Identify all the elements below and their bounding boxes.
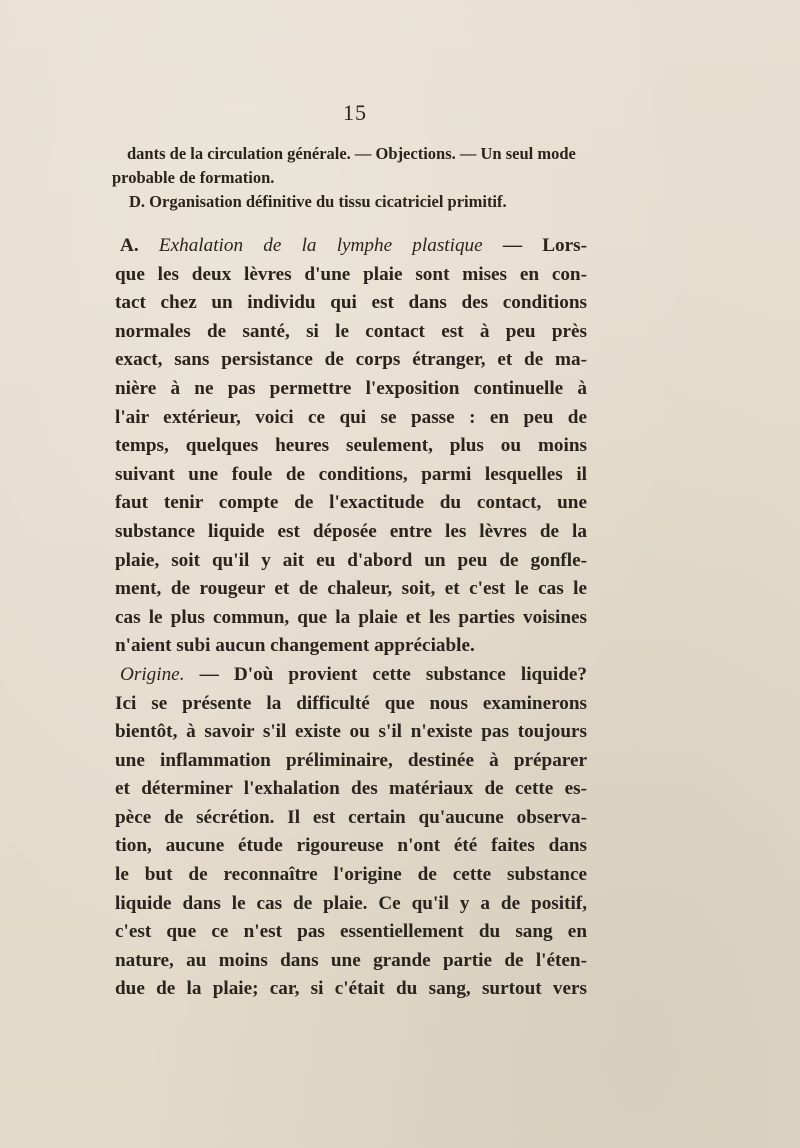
section-heading: Exhalation de la lymphe plastique (158, 235, 483, 256)
toc-line: dants de la circulation générale. — Objections. — Un seul mode (127, 144, 576, 163)
text-line: plaie, soit qu'il y ait eu d'abord un peu de gonfle- (115, 549, 587, 571)
text-line: l'air extérieur, voici ce qui se passe : en peu de (115, 406, 587, 428)
text-line: ment, de rougeur et de chaleur, soit, et c'est le cas le (115, 578, 587, 600)
text-line: temps, quelques heures seulement, plus ou moins (115, 435, 587, 457)
text-line: pèce de sécrétion. Il est certain qu'aucune observa- (115, 806, 587, 828)
body-text (115, 232, 587, 1004)
text-line: c'est que ce n'est pas essentiellement du sang en (115, 921, 587, 943)
text-line: suivant une foule de conditions, parmi lesquelles il (115, 463, 587, 485)
text-line: nature, au moins dans une grande partie de l'éten- (115, 949, 587, 971)
heading-line-rest: Lors- (542, 235, 588, 256)
origine-dash: — (199, 663, 219, 685)
toc-line: D. Organisation définitive du tissu cicatriciel primitif. (129, 192, 507, 211)
text-line: normales de santé, si le contact est à peu près (115, 320, 587, 342)
origine-label: Origine. (120, 663, 185, 685)
page-number: 15 (343, 100, 367, 125)
section-a-heading-line (115, 232, 587, 261)
text-line: bientôt, à savoir s'il existe ou s'il n'existe pas toujours (115, 721, 587, 743)
origine-heading-line (115, 661, 587, 690)
text-line: et déterminer l'exhalation des matériaux de cette es- (115, 778, 587, 800)
text-line: une inflammation préliminaire, destinée à préparer (115, 749, 587, 771)
text-line: cas le plus commun, que la plaie et les parties voisines (115, 606, 587, 628)
text-line: nière à ne pas permettre l'exposition continuelle à (115, 377, 587, 399)
text-line: due de la plaie; car, si c'était du sang, surtout vers (115, 978, 587, 1000)
text-line: liquide dans le cas de plaie. Ce qu'il y a de positif, (115, 892, 587, 914)
text-line: n'aient subi aucun changement appréciable. (115, 635, 475, 657)
text-line: substance liquide est déposée entre les lèvres de la (115, 520, 587, 542)
text-line: que les deux lèvres d'une plaie sont mises en con- (115, 263, 587, 285)
text-line: tact chez un individu qui est dans des conditions (115, 292, 587, 314)
text-line: le but de reconnaître l'origine de cette substance (115, 864, 587, 886)
table-of-contents-excerpt (112, 142, 592, 214)
toc-line: probable de formation. (112, 168, 275, 187)
text-line: faut tenir compte de l'exactitude du contact, une (115, 492, 587, 514)
origine-line-rest: D'où provient cette substance liquide? (233, 663, 588, 685)
heading-dash: — (502, 235, 523, 256)
section-letter: A. (120, 235, 139, 256)
text-line: Ici se présente la difficulté que nous examinerons (115, 692, 587, 714)
text-line: exact, sans persistance de corps étranger, et de ma- (115, 349, 587, 371)
text-line: tion, aucune étude rigoureuse n'ont été faites dans (115, 835, 587, 857)
